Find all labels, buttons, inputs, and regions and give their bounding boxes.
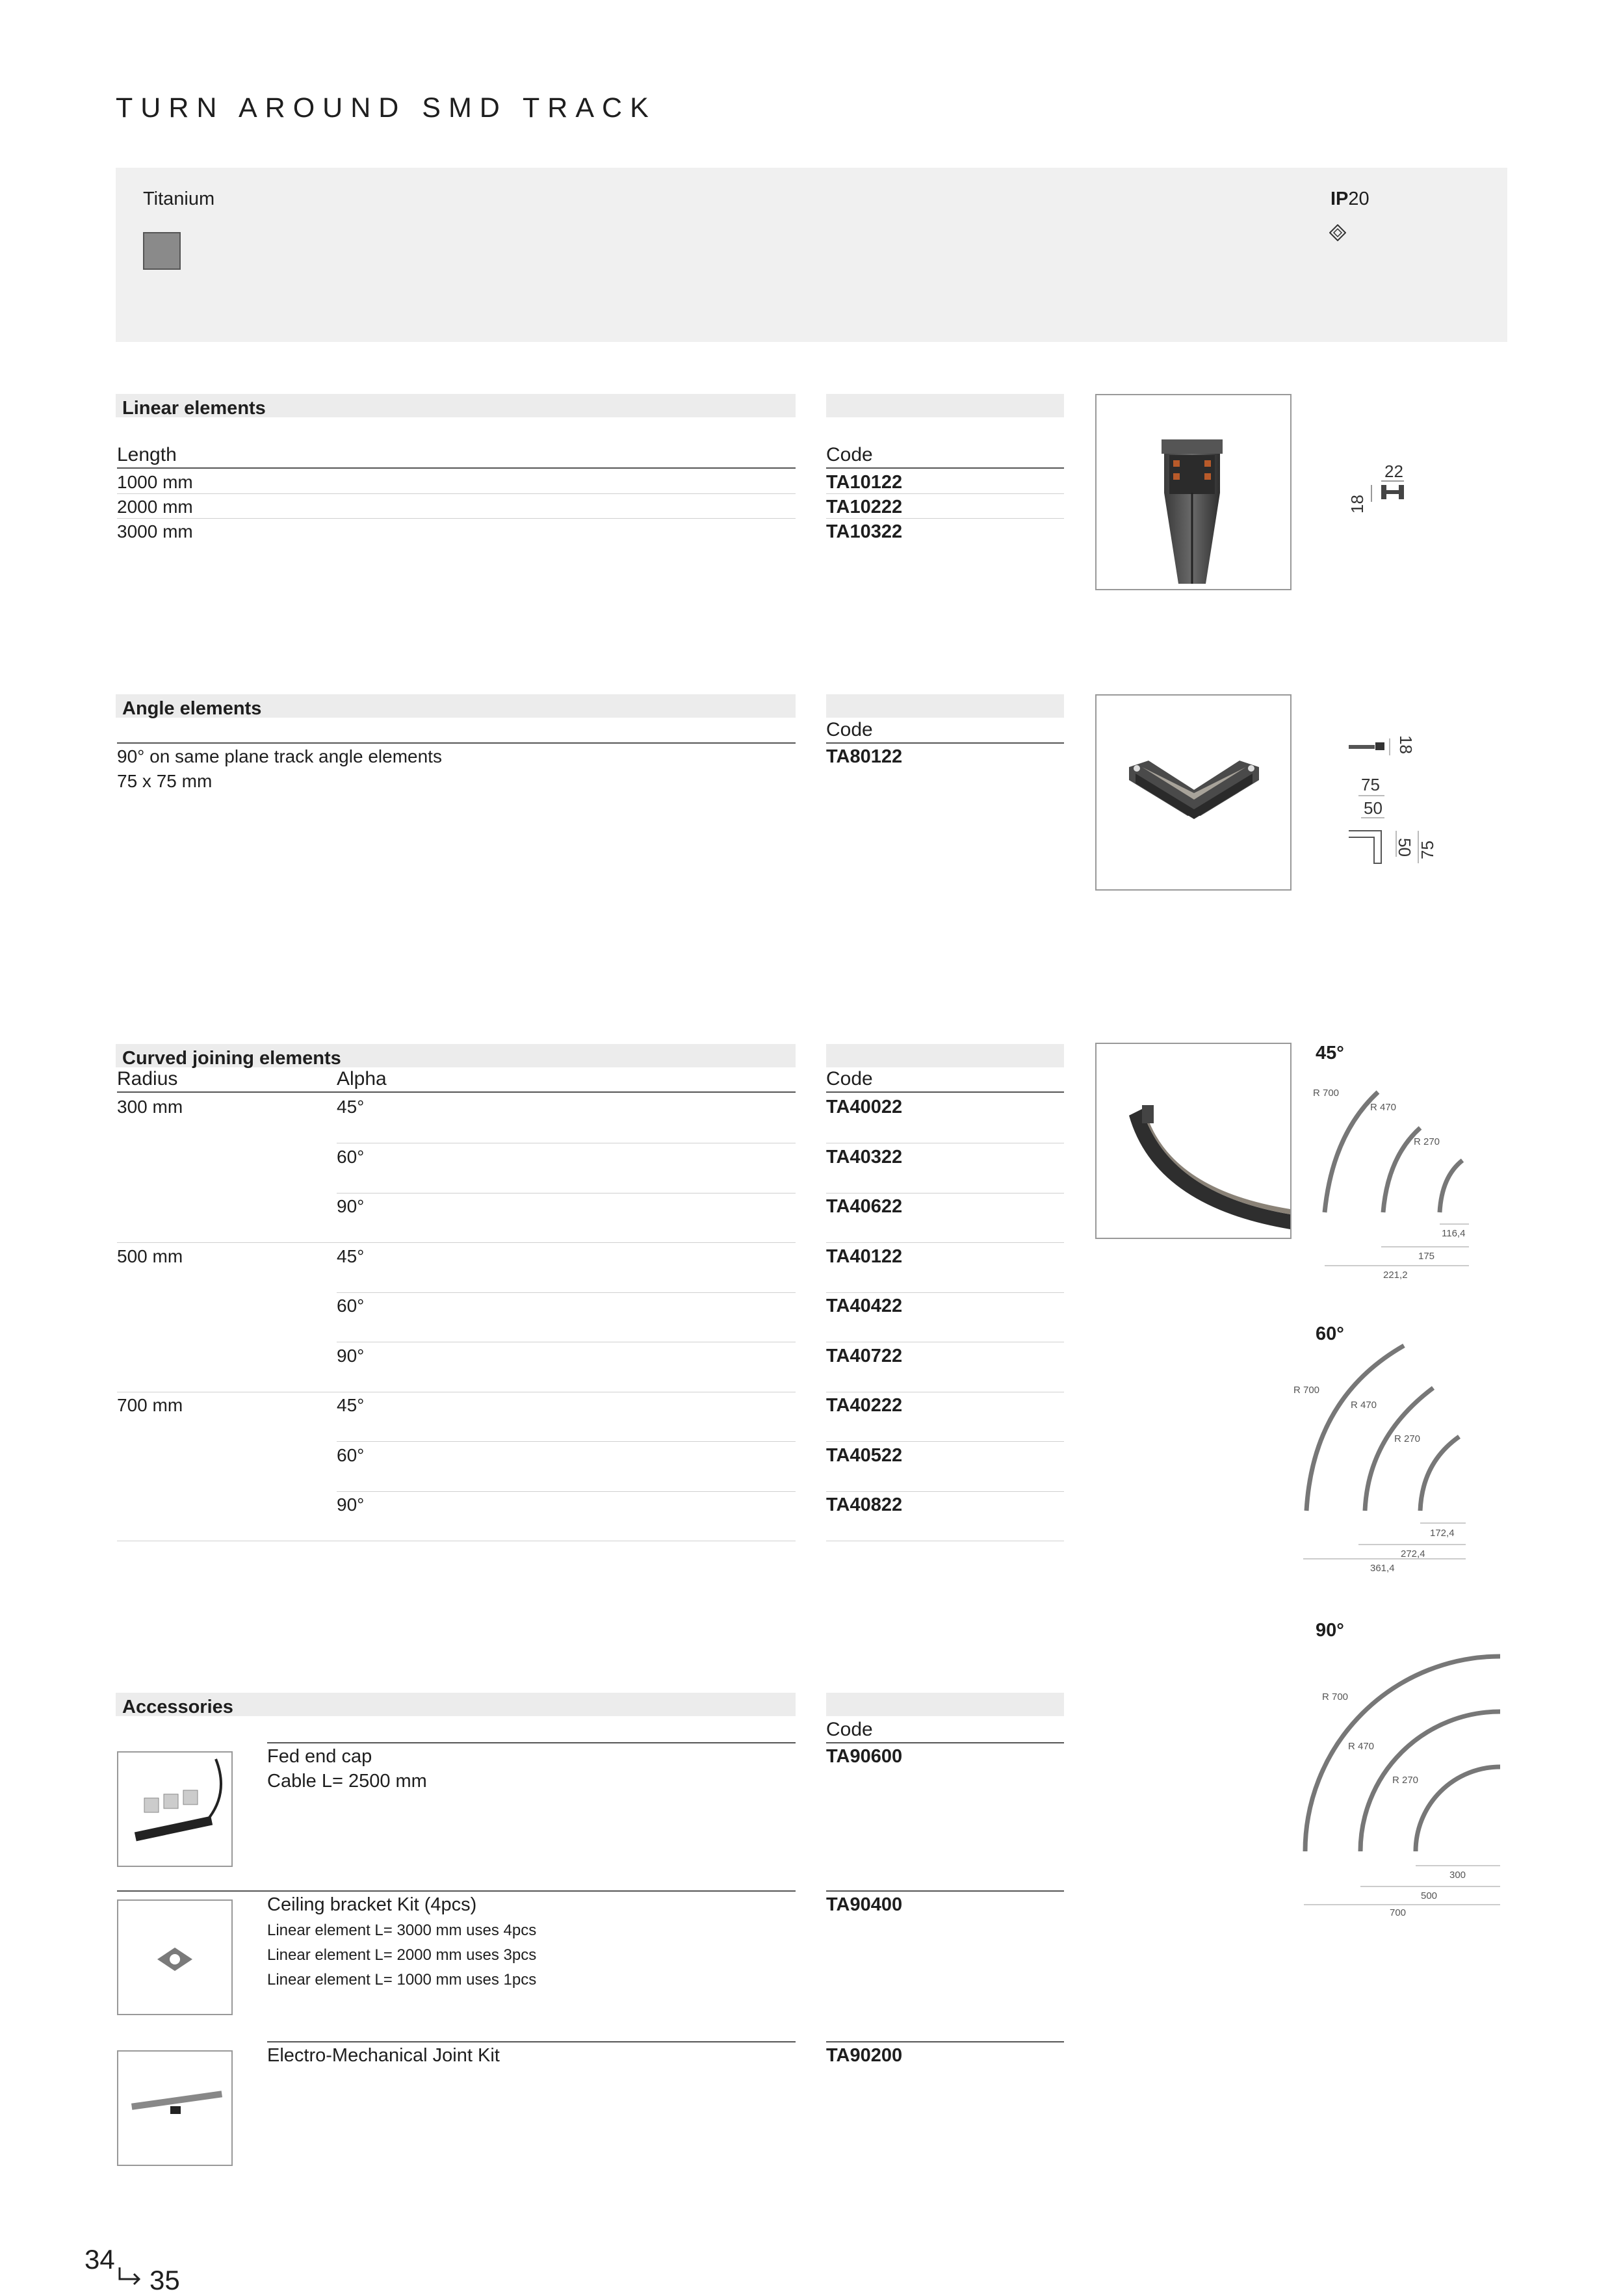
protection-class-icon xyxy=(1329,224,1346,241)
accessories-code-header: Code xyxy=(826,1719,1064,1743)
d60-r470: R 470 xyxy=(1351,1400,1377,1411)
curved-code-cell: TA40022 xyxy=(826,1094,1064,1143)
accessories-code-bar xyxy=(826,1693,1064,1716)
curve-diagram-90 xyxy=(1299,1645,1507,1931)
curved-code-cell: TA40122 xyxy=(826,1244,1064,1293)
ip-value: 20 xyxy=(1348,189,1370,209)
d90-r270: R 270 xyxy=(1392,1775,1419,1786)
curved-alpha-cell: 45° xyxy=(337,1244,796,1293)
curved-alpha-cell: 60° xyxy=(337,1144,796,1194)
curved-heading: Curved joining elements xyxy=(116,1044,796,1067)
d45-w1: 116,4 xyxy=(1442,1228,1466,1239)
page-title: TURN AROUND SMD TRACK xyxy=(116,92,656,124)
curved-radius-cell xyxy=(117,1293,337,1342)
diagram-60-label: 60° xyxy=(1316,1324,1344,1344)
curved-alpha-header: Alpha xyxy=(337,1068,796,1093)
linear-dimension-drawing xyxy=(1347,455,1417,520)
linear-code-bar xyxy=(826,394,1064,417)
d45-r700: R 700 xyxy=(1313,1088,1340,1099)
curved-code-cell: TA40422 xyxy=(826,1293,1064,1342)
angle-dim-a: 75 xyxy=(1361,775,1380,794)
next-page-number[interactable]: 35 xyxy=(149,2265,180,2295)
finish-band xyxy=(116,168,1507,342)
acc3-code-divider xyxy=(826,2041,1064,2042)
angle-size: 75 x 75 mm xyxy=(117,771,213,791)
curved-radius-cell: 700 mm xyxy=(117,1395,183,1415)
linear-heading: Linear elements xyxy=(116,394,796,417)
joint-kit-name: Electro-Mechanical Joint Kit xyxy=(267,2045,500,2066)
curved-code-cell: TA40522 xyxy=(826,1442,1064,1492)
curved-code-cell: TA40822 xyxy=(826,1492,1064,1541)
fed-end-cap-detail: Cable L= 2500 mm xyxy=(267,1771,427,1792)
d45-w3: 221,2 xyxy=(1383,1270,1408,1281)
ip-rating xyxy=(1331,189,1370,210)
accessories-heading: Accessories xyxy=(116,1693,796,1716)
d90-w2: 500 xyxy=(1421,1890,1438,1901)
curved-product-image xyxy=(1095,1043,1292,1239)
angle-description: 90° on same plane track angle elements xyxy=(117,746,442,766)
ip-prefix: IP xyxy=(1331,189,1349,209)
linear-code-2: TA10222 xyxy=(826,494,1064,519)
linear-code-3: TA10322 xyxy=(826,521,903,542)
angle-dim-height: 18 xyxy=(1396,735,1416,754)
angle-dim-d: 75 xyxy=(1417,841,1437,859)
d90-r700: R 700 xyxy=(1322,1691,1349,1702)
curved-radius-cell xyxy=(117,1343,337,1392)
acc2-code-divider xyxy=(826,1890,1064,1892)
curved-radius-cell xyxy=(117,1194,337,1243)
ceiling-bracket-note-2: Linear element L= 2000 mm uses 3pcs xyxy=(267,1946,537,1964)
d60-w2: 272,4 xyxy=(1401,1548,1425,1559)
angle-dim-b: 50 xyxy=(1364,798,1383,818)
diagram-45-label: 45° xyxy=(1316,1043,1344,1063)
ceiling-bracket-image xyxy=(117,1899,233,2015)
d60-w3: 361,4 xyxy=(1370,1563,1395,1574)
curved-code-cell: TA40622 xyxy=(826,1194,1064,1243)
page-number: 34 xyxy=(84,2244,115,2275)
finish-label: Titanium xyxy=(143,189,215,209)
angle-code-header: Code xyxy=(826,719,1064,744)
angle-code-bar xyxy=(826,694,1064,718)
acc3-divider xyxy=(267,2041,796,2042)
ceiling-bracket-note-3: Linear element L= 1000 mm uses 1pcs xyxy=(267,1971,537,1989)
angle-dim-c: 50 xyxy=(1394,838,1414,857)
fed-end-cap-code: TA90600 xyxy=(826,1746,903,1767)
linear-product-image xyxy=(1095,394,1292,590)
next-page-arrow-icon xyxy=(117,2266,144,2288)
curved-alpha-cell: 45° xyxy=(337,1392,796,1442)
fed-end-cap-name: Fed end cap xyxy=(267,1746,372,1767)
curved-alpha-cell: 60° xyxy=(337,1442,796,1492)
curved-alpha-cell: 60° xyxy=(337,1293,796,1342)
angle-product-image xyxy=(1095,694,1292,891)
curved-alpha-cell: 90° xyxy=(337,1492,796,1541)
curved-code-header: Code xyxy=(826,1068,1064,1093)
d90-w1: 300 xyxy=(1449,1870,1466,1881)
curved-code-cell: TA40222 xyxy=(826,1392,1064,1442)
curved-radius-cell: 500 mm xyxy=(117,1246,183,1266)
linear-code-1: TA10122 xyxy=(826,469,1064,494)
fed-end-cap-image xyxy=(117,1751,233,1867)
linear-length-header: Length xyxy=(117,444,796,469)
angle-code: TA80122 xyxy=(826,746,903,767)
curved-code-cell: TA40322 xyxy=(826,1144,1064,1194)
curved-radius-header: Radius xyxy=(117,1068,338,1093)
angle-heading: Angle elements xyxy=(116,694,796,718)
curved-code-cell: TA40722 xyxy=(826,1343,1064,1392)
ceiling-bracket-name: Ceiling bracket Kit (4pcs) xyxy=(267,1894,477,1915)
d60-w1: 172,4 xyxy=(1430,1528,1455,1539)
linear-length-2: 2000 mm xyxy=(117,494,796,519)
d45-r270: R 270 xyxy=(1414,1136,1440,1147)
curved-radius-cell xyxy=(117,1144,337,1194)
angle-divider xyxy=(117,742,796,744)
angle-dimension-drawing xyxy=(1345,733,1436,870)
curved-radius-cell xyxy=(117,1492,337,1541)
d45-w2: 175 xyxy=(1418,1251,1435,1262)
linear-length-1: 1000 mm xyxy=(117,469,796,494)
linear-code-header: Code xyxy=(826,444,1064,469)
linear-dim-width: 22 xyxy=(1384,462,1403,481)
acc2-divider xyxy=(117,1890,796,1892)
curve-diagram-45 xyxy=(1306,1082,1501,1290)
ceiling-bracket-note-1: Linear element L= 3000 mm uses 4pcs xyxy=(267,1922,537,1939)
diagram-90-label: 90° xyxy=(1316,1620,1344,1641)
d60-r700: R 700 xyxy=(1293,1385,1320,1396)
curved-alpha-cell: 90° xyxy=(337,1343,796,1392)
ceiling-bracket-code: TA90400 xyxy=(826,1894,903,1915)
titanium-swatch xyxy=(143,232,181,270)
d90-w3: 700 xyxy=(1390,1907,1407,1918)
acc1-divider xyxy=(267,1742,796,1743)
linear-dim-height: 18 xyxy=(1347,495,1367,514)
curve-diagram-60 xyxy=(1293,1339,1508,1586)
joint-kit-image xyxy=(117,2050,233,2166)
curved-alpha-cell: 45° xyxy=(337,1094,796,1143)
curved-radius-cell xyxy=(117,1442,337,1492)
d60-r270: R 270 xyxy=(1394,1433,1421,1444)
joint-kit-code: TA90200 xyxy=(826,2045,903,2066)
linear-length-3: 3000 mm xyxy=(117,521,193,541)
d45-r470: R 470 xyxy=(1370,1102,1397,1113)
curved-alpha-cell: 90° xyxy=(337,1194,796,1243)
curved-code-bar xyxy=(826,1044,1064,1067)
curved-radius-cell: 300 mm xyxy=(117,1097,183,1117)
d90-r470: R 470 xyxy=(1348,1741,1375,1752)
